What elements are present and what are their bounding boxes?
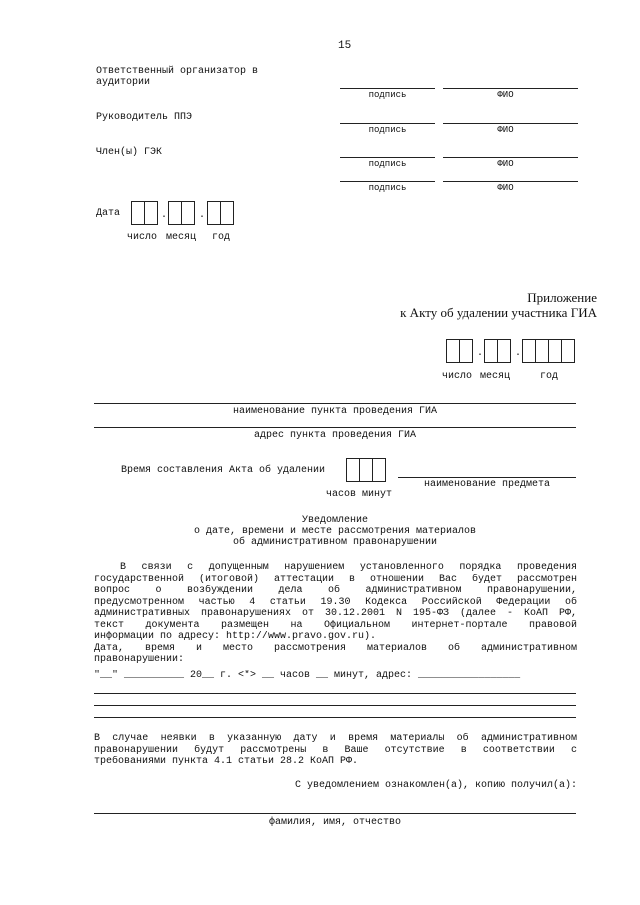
date-day-digit[interactable] [131,201,145,225]
notice-body-line: В связи с допущенным нарушением установленного порядка проведения [120,562,577,573]
date-year-digit[interactable] [207,201,221,225]
date-month-digit[interactable] [181,201,195,225]
absence-line: правонарушении будут рассмотрены в Ваше отсутствие в соответствии с [94,744,577,756]
notice-title-line2: о дате, времени и месте рассмотрения материалов [193,526,477,537]
head-label: Руководитель ППЭ [96,112,193,123]
appendix-month-digit[interactable] [497,339,511,363]
notice-body [94,562,577,666]
signature-line[interactable] [340,181,435,182]
organizer-label: Ответственный организатор в [96,66,259,77]
appendix-day-digit[interactable] [459,339,473,363]
notice-body-line: вопрос о возбуждении дела об административном правонарушении, [94,585,577,596]
signature-caption: подпись [368,90,407,100]
fio-line[interactable] [443,181,578,182]
date-label: Дата [96,208,121,219]
time-minutes-digit[interactable] [372,458,386,482]
date-separator: . [161,210,168,221]
appendix-year-digit[interactable] [522,339,536,363]
fio-caption: ФИО [497,125,514,135]
organizer-label-cont: аудитории [96,77,151,88]
fio-line[interactable] [443,88,578,89]
time-label: Время составления Акта об удалении [121,465,326,476]
date-month-digit[interactable] [168,201,182,225]
subject-caption: наименование предмета [423,479,551,490]
date-day-caption: число [127,232,158,243]
address-fill-line[interactable] [94,717,576,718]
page-number: 15 [338,40,352,52]
notice-body-line: государственной (итоговой) аттестации в отношении Вас будет рассмотрен [94,573,577,585]
fio-full-caption: фамилия, имя, отчество [268,817,402,828]
appendix-year-digit[interactable] [561,339,575,363]
fio-line[interactable] [443,157,578,158]
fio-caption: ФИО [497,183,514,193]
notice-body-line: предусмотренном частью 4 статьи 19.30 Кодекса Российской Федерации об [94,596,577,608]
signature-line[interactable] [340,123,435,124]
absence-paragraph [94,733,577,768]
address-fill-line[interactable] [94,693,576,694]
date-month-caption: месяц [166,232,197,243]
hearing-date-fill[interactable]: "__" __________ 20__ г. <*> __ часов __ минут, адрес: _________________ [94,670,521,681]
signature-line[interactable] [340,88,435,89]
appendix-month-digit[interactable] [484,339,498,363]
signature-caption: подпись [368,125,407,135]
gek-label: Член(ы) ГЭК [96,147,163,158]
signature-line[interactable] [340,157,435,158]
fio-caption: ФИО [497,159,514,169]
time-minutes-digit[interactable] [359,458,373,482]
date-day-digit[interactable] [144,201,158,225]
date-separator: . [199,210,206,221]
subject-line[interactable] [398,477,576,478]
signature-caption: подпись [368,159,407,169]
appendix-month-caption: месяц [480,371,511,382]
appendix-year-digit[interactable] [548,339,562,363]
time-hours-digit[interactable] [346,458,360,482]
notice-date-line: правонарушении: [94,654,185,665]
appendix-year-caption: год [540,371,559,382]
appendix-subtitle: к Акту об удалении участника ГИА [400,305,597,320]
place-address-line[interactable] [94,427,576,428]
date-separator: . [477,348,484,359]
appendix-year-digit[interactable] [535,339,549,363]
appendix-day-digit[interactable] [446,339,460,363]
place-address-caption: адрес пункта проведения ГИА [253,430,417,441]
address-fill-line[interactable] [94,705,576,706]
notice-title: Уведомление [301,515,368,526]
appendix-day-caption: число [442,371,473,382]
fio-line[interactable] [443,123,578,124]
notice-body-line: текст документа размещен на Официальном интернет-портале правовой [94,619,577,631]
notice-date-line: Дата, время и место рассмотрения материалов об административном [94,642,577,654]
time-caption: часов минут [326,489,393,500]
absence-line: В случае неявки в указанную дату и время материалы об административном [94,733,577,744]
date-year-digit[interactable] [220,201,234,225]
place-name-caption: наименование пункта проведения ГИА [232,406,438,417]
place-name-line[interactable] [94,403,576,404]
notice-body-line: административных правонарушениях от 30.12.2001 N 195-ФЗ (далее - КоАП РФ, [94,608,577,619]
absence-line: требованиями пункта 4.1 статьи 28.2 КоАП РФ. [94,756,359,767]
date-year-caption: год [212,232,231,243]
acknowledge-text: С уведомлением ознакомлен(а), копию получил(а): [294,780,577,791]
fio-signature-line[interactable] [94,813,576,814]
date-separator: . [515,348,522,359]
notice-title-line3: об административном правонарушении [232,537,438,548]
fio-caption: ФИО [497,90,514,100]
appendix-title: Приложение [527,290,597,305]
notice-body-line: информации по адресу: http://www.pravo.gov.ru). [94,631,377,642]
signature-caption: подпись [368,183,407,193]
